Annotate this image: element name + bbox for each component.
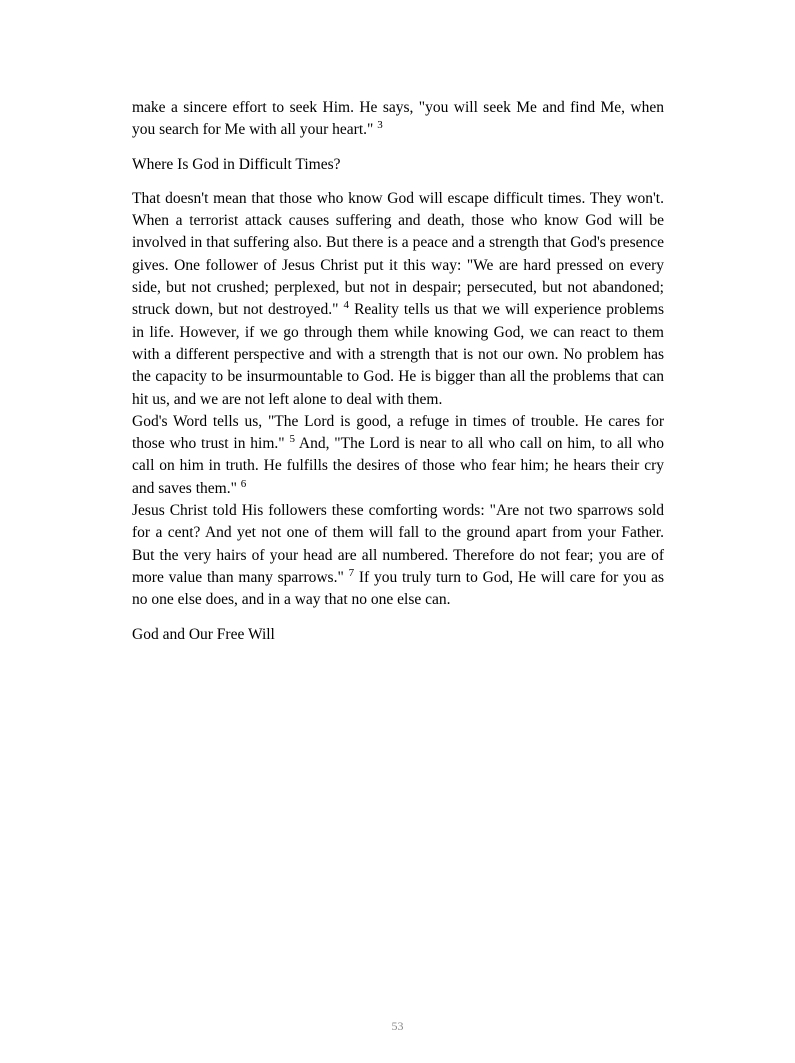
page-body — [132, 97, 664, 646]
footnote-ref[interactable]: 3 — [377, 119, 383, 132]
paragraph-text: Jesus Christ told His followers these comforting words: "Are not two sparrows sold for a cent? And yet not one of them will fall to the ground apart from your Father. But the very hairs of your head are all numbered. Therefore do not fear; you are of more value than many sparrows." — [132, 502, 664, 586]
paragraph-text: God's Word tells us, "The Lord is good, a refuge in times of trouble. He cares for those who trust in him." — [132, 412, 664, 453]
paragraph-text: If you truly turn to God, He will care for you as no one else does, and in a way that no one else can. — [132, 568, 665, 609]
footnote-ref[interactable]: 7 — [348, 566, 355, 579]
paragraph-text: Reality tells us that we will experience problems in life. However, if we go through them while knowing God, we can react to them with a different perspective and with a strength that is not our own. No problem has the capacity to be insurmountable to God. He is bigger than all the problems that can hit us, and we are not left alone to deal with them. — [132, 301, 664, 408]
paragraph-gods-word — [132, 411, 664, 500]
paragraph-sparrows — [132, 500, 664, 611]
section-heading-difficult-times: Where Is God in Difficult Times? — [132, 155, 341, 173]
paragraph-text: That doesn't mean that those who know God will escape difficult times. They won't. When a terrorist attack causes suffering and death, those who know God will be involved in that suffering also. But there is a peace and a strength that God's presence gives. One follower of Jesus Christ put it this way: "We are hard pressed on every side, but not crushed; perplexed, but not in despair; persecuted, but not abandoned; struck down, but not destroyed." — [132, 189, 664, 319]
paragraph-text: And, "The Lord is near to all who call on him, to all who call on him in truth. He fulfills the desires of those who fear him; he hears their cry and saves them." — [132, 435, 664, 497]
page-number: 53 — [391, 1019, 404, 1033]
footnote-ref[interactable]: 4 — [343, 299, 350, 312]
footnote-ref[interactable]: 6 — [240, 477, 247, 490]
paragraph-difficult-times — [132, 188, 664, 411]
footnote-ref[interactable]: 5 — [289, 433, 295, 446]
section-heading-free-will: God and Our Free Will — [132, 625, 275, 643]
paragraph-text: make a sincere effort to seek Him. He says, "you will seek Me and find Me, when you search for Me with all your heart." — [132, 99, 664, 139]
paragraph-seek-him — [132, 97, 664, 142]
